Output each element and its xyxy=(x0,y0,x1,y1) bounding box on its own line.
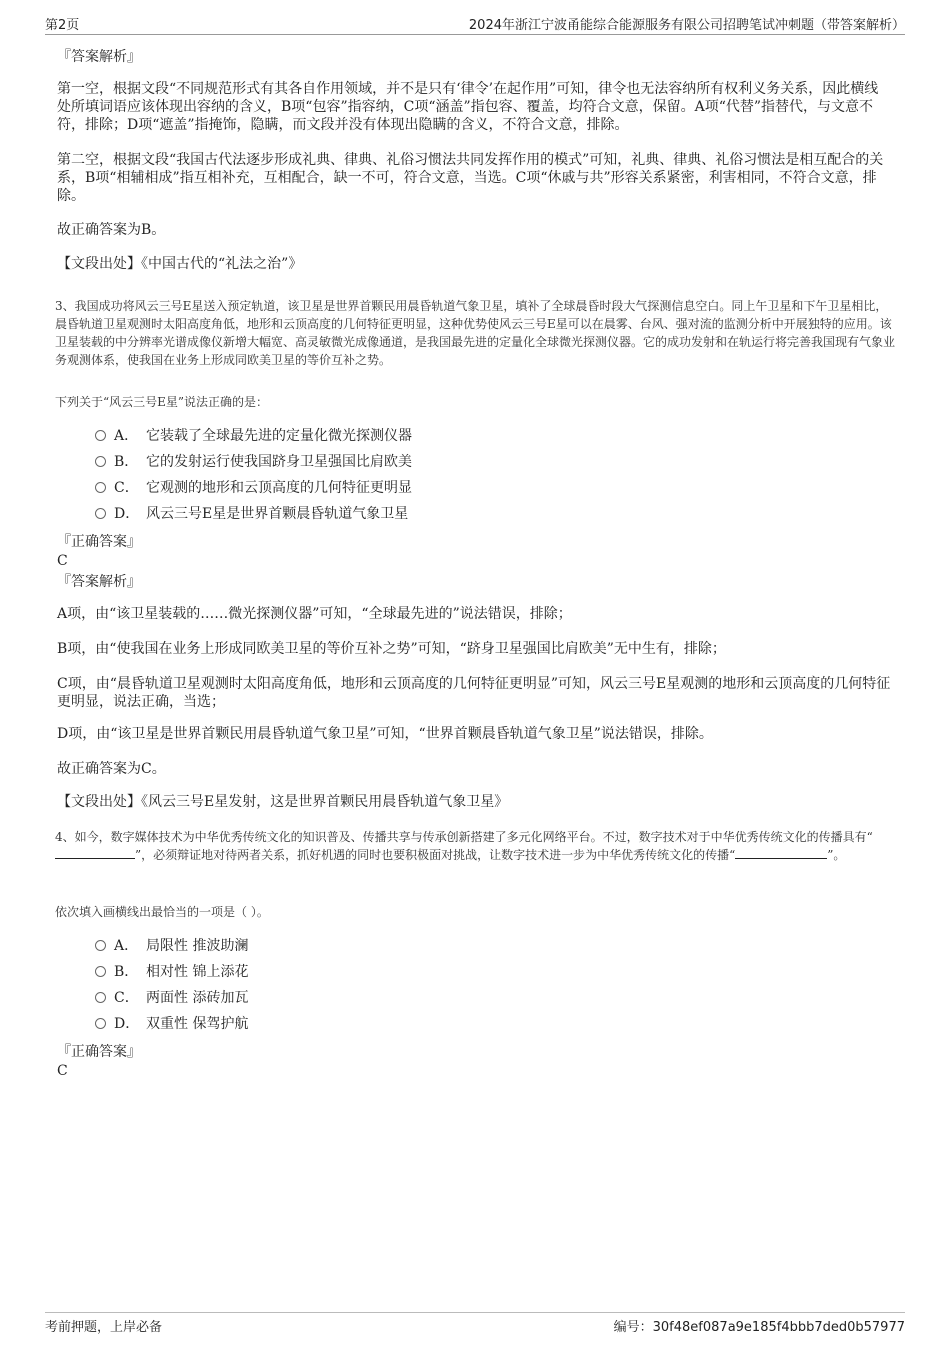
option-letter: B． xyxy=(114,454,139,470)
q4-blank-2 xyxy=(735,846,827,859)
q3-option-d[interactable] xyxy=(95,505,408,523)
q4-option-c[interactable] xyxy=(95,989,248,1007)
page-footer xyxy=(45,1312,905,1335)
q4-option-d[interactable] xyxy=(95,1015,248,1033)
q2-analysis-para2: 第二空，根据文段“我国古代法逐步形成礼典、律典、礼俗习惯法共同发挥作用的模式”可知，礼典、律典、礼俗习惯法是相互配合的关系，B项“相辅相成”指互相补充，互相配合，缺一不可，符合文意，当选。C项“休戚与共”形容关系紧密，利害相同，不符合文意，排除。 xyxy=(57,152,884,204)
q3-analysis-b: B项，由“使我国在业务上形成同欧美卫星的等价互补之势”可知，“跻身卫星强国比肩欧美”无中生有，排除； xyxy=(57,641,726,657)
q3-option-a[interactable] xyxy=(95,427,412,445)
footer-slogan: 考前押题，上岸必备 xyxy=(45,1320,163,1335)
page-number: 第2页 xyxy=(45,18,80,33)
q3-answer: C xyxy=(57,553,68,569)
q3-analysis-c: C项，由“晨昏轨道卫星观测时太阳高度角低，地形和云顶高度的几何特征更明显”可知，风云三号E星观测的地形和云顶高度的几何特征更明显，说法正确，当选； xyxy=(57,676,891,710)
option-letter: D． xyxy=(114,1016,140,1032)
option-letter: A． xyxy=(114,938,139,954)
q2-analysis-label: 『答案解析』 xyxy=(57,49,141,65)
footer-code: 编号：30f48ef087a9e185f4bbb7ded0b57977 xyxy=(613,1320,905,1335)
option-text: 局限性 推波助澜 xyxy=(146,938,249,954)
q4-stem-part-c: ”。 xyxy=(827,848,846,862)
option-letter: B． xyxy=(114,964,139,980)
option-text: 它装载了全球最先进的定量化微光探测仪器 xyxy=(146,428,412,444)
q4-stem-part-a: 4、如今，数字媒体技术为中华优秀传统文化的知识普及、传播共享与传承创新搭建了多元化网络平台。不过，数字技术对于中华优秀传统文化的传播具有“ xyxy=(55,830,873,844)
q4-option-b[interactable] xyxy=(95,963,248,981)
option-letter: C． xyxy=(114,480,139,496)
page-header xyxy=(45,14,905,35)
q3-analysis-label: 『答案解析』 xyxy=(57,574,141,590)
document-title: 2024年浙江宁波甬能综合能源服务有限公司招聘笔试冲刺题（带答案解析） xyxy=(468,18,905,33)
radio-icon[interactable] xyxy=(95,482,106,493)
q2-source: 【文段出处】《中国古代的“礼法之治”》 xyxy=(57,256,303,272)
q2-conclusion: 故正确答案为B。 xyxy=(57,222,166,238)
radio-icon[interactable] xyxy=(95,508,106,519)
option-letter: C． xyxy=(114,990,139,1006)
option-text: 风云三号E星是世界首颗晨昏轨道气象卫星 xyxy=(146,506,409,522)
q2-analysis-para1: 第一空，根据文段“不同规范形式有其各自作用领域，并不是只有‘律令’在起作用”可知，律令也无法容纳所有权利义务关系，因此横线处所填词语应该体现出容纳的含义，B项“包容”指容纳，C项“涵盖”指包容、覆盖，均符合文意，保留。A项“代替”指替代，与文意不符，排除；D项“遮盖”指掩饰，隐瞒，而文段并没有体现出隐瞒的含义，不符合文意，排除。 xyxy=(57,81,879,133)
option-letter: D． xyxy=(114,506,140,522)
radio-icon[interactable] xyxy=(95,456,106,467)
radio-icon[interactable] xyxy=(95,966,106,977)
option-letter: A． xyxy=(114,428,139,444)
q4-stem xyxy=(55,828,895,864)
q4-stem-part-b: ”，必须辩证地对待两者关系，抓好机遇的同时也要积极面对挑战，让数字技术进一步为中华优秀传统文化的传播“ xyxy=(135,848,736,862)
option-text: 它的发射运行使我国跻身卫星强国比肩欧美 xyxy=(146,454,412,470)
q3-answer-label: 『正确答案』 xyxy=(57,534,141,550)
q3-conclusion: 故正确答案为C。 xyxy=(57,761,166,777)
option-text: 两面性 添砖加瓦 xyxy=(146,990,249,1006)
q3-source: 【文段出处】《风云三号E星发射，这是世界首颗民用晨昏轨道气象卫星》 xyxy=(57,794,509,810)
radio-icon[interactable] xyxy=(95,940,106,951)
radio-icon[interactable] xyxy=(95,430,106,441)
option-text: 相对性 锦上添花 xyxy=(146,964,249,980)
q4-prompt: 依次填入画横线出最恰当的一项是（ ）。 xyxy=(55,905,269,919)
radio-icon[interactable] xyxy=(95,992,106,1003)
q3-option-b[interactable] xyxy=(95,453,412,471)
q3-option-c[interactable] xyxy=(95,479,412,497)
q3-analysis-d: D项，由“该卫星是世界首颗民用晨昏轨道气象卫星”可知，“世界首颗晨昏轨道气象卫星”说法错误，排除。 xyxy=(57,726,713,742)
q4-answer: C xyxy=(57,1063,68,1079)
q3-analysis-a: A项，由“该卫星装载的……微光探测仪器”可知，“全球最先进的”说法错误，排除； xyxy=(57,606,572,622)
option-text: 它观测的地形和云顶高度的几何特征更明显 xyxy=(146,480,412,496)
q4-option-a[interactable] xyxy=(95,937,248,955)
q4-blank-1 xyxy=(55,846,135,859)
q4-answer-label: 『正确答案』 xyxy=(57,1044,141,1060)
q3-prompt: 下列关于“风云三号E星”说法正确的是： xyxy=(55,395,269,409)
radio-icon[interactable] xyxy=(95,1018,106,1029)
q3-stem: 3、我国成功将风云三号E星送入预定轨道，该卫星是世界首颗民用晨昏轨道气象卫星，填补了全球晨昏时段大气探测信息空白。同上午卫星和下午卫星相比，晨昏轨道卫星观测时太阳高度角低，地形和云顶高度的几何特征更明显，这种优势使风云三号E星可以在晨雾、台风、强对流的监测分析中开展独特的应用。该卫星装载的中分辨率光谱成像仪新增大幅宽、高灵敏微光成像通道，是我国最先进的定量化全球微光探测仪器。它的成功发射和在轨运行将完善我国现有气象业务观测体系，使我国在业务上形成同欧美卫星的等价互补之势。 xyxy=(55,299,896,367)
option-text: 双重性 保驾护航 xyxy=(146,1016,249,1032)
